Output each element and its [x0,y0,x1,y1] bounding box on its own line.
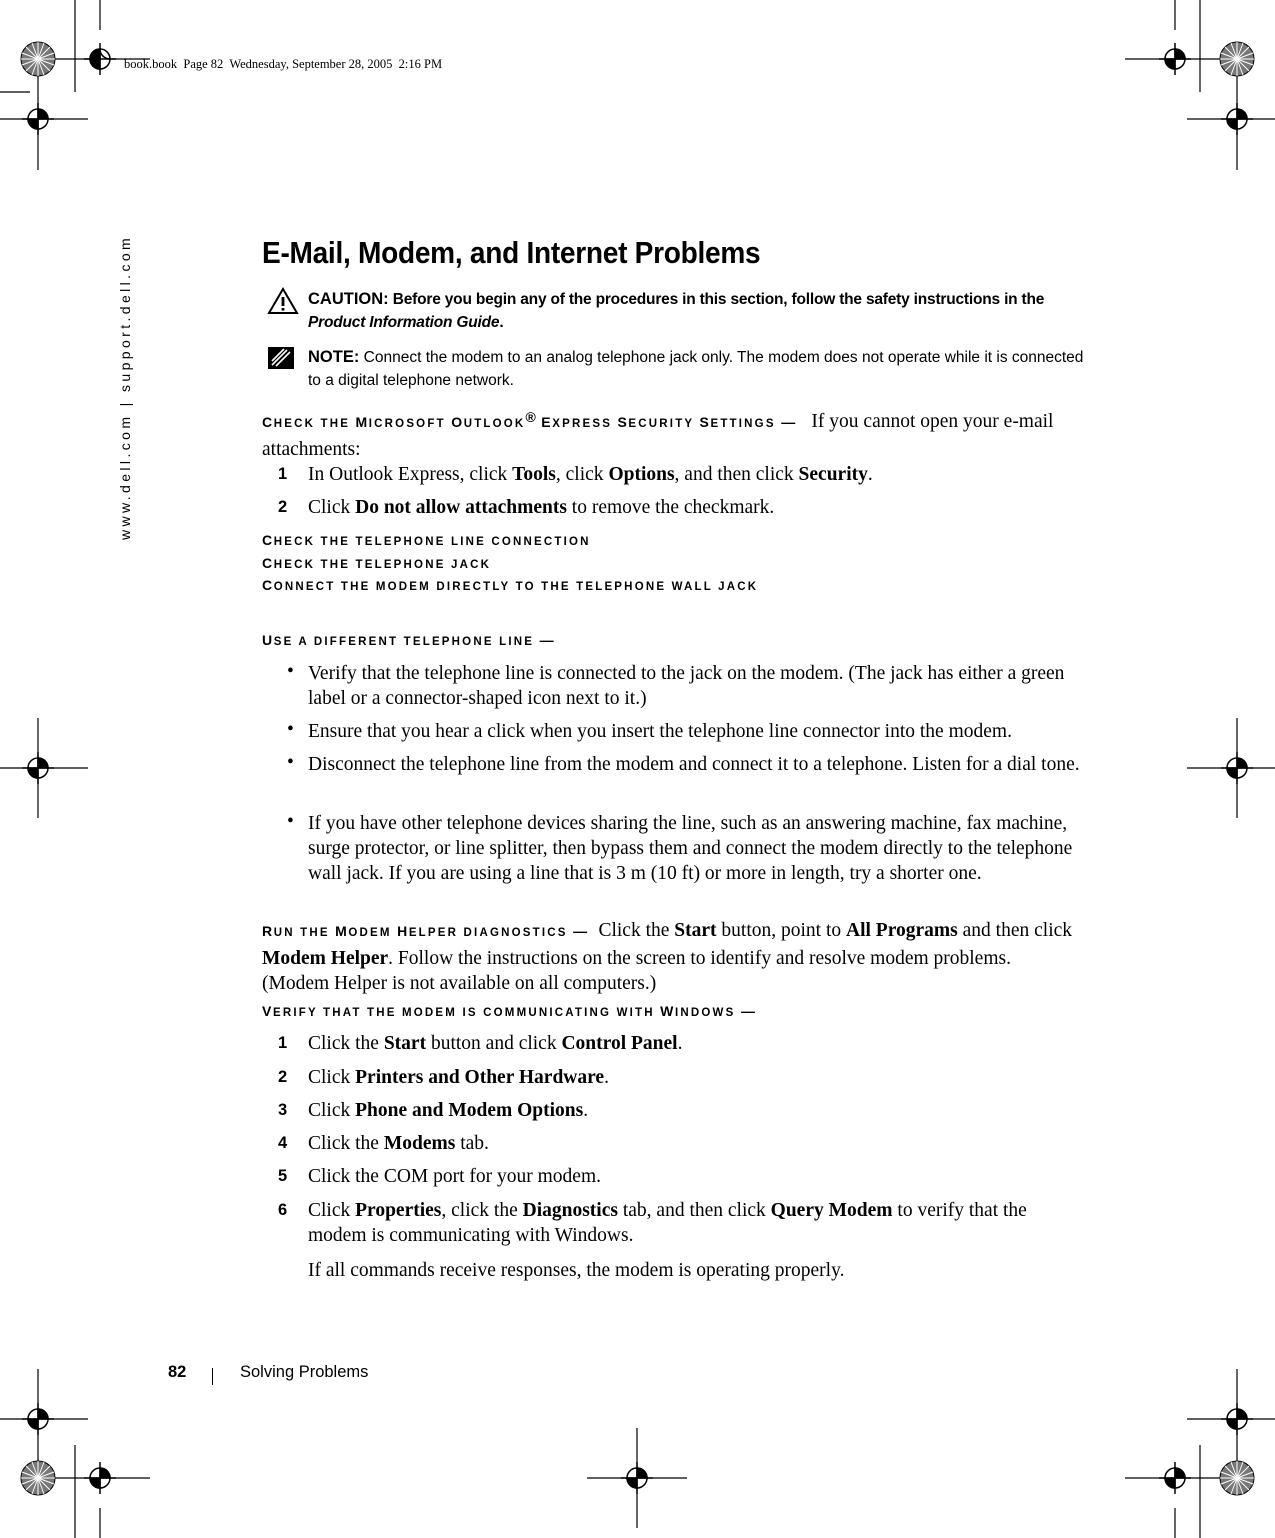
bullet-item-2: Ensure that you hear a click when you insert the telephone line connector into the modem. [308,721,1012,742]
step-number: 2 [278,498,288,516]
footer-section: Solving Problems [240,1363,369,1381]
outlook-heading: CHECK THE MICROSOFT OUTLOOK® EXPRESS SECURITY SETTINGS — [262,409,797,430]
bullet-item-3: Disconnect the telephone line from the modem and connect it to a telephone. Listen for a dial tone. [308,754,1080,775]
bullet: • [287,661,294,682]
heading-check-jack: CHECK THE TELEPHONE JACK [262,555,492,571]
print-slug: book.book Page 82 Wednesday, September 28, 2005 2:16 PM [124,57,443,71]
bullet: • [287,752,294,773]
heading-check-line-connection: CHECK THE TELEPHONE LINE CONNECTION [262,532,591,548]
side-url: www.dell.com | support.dell.com [117,234,133,540]
caution-icon [267,287,299,315]
guide-title: Product Information Guide [308,314,500,331]
note-notice [308,346,1093,392]
caution-label: CAUTION: [308,290,389,308]
step-number: 2 [278,1068,288,1086]
modem-helper-section: RUN THE MODEM HELPER DIAGNOSTICS — Click the Start button, point to All Programs and then click Modem Helper. Follow the instructions on the screen to identify and resolve modem problems. (Modem Helper is not available on all computers.) [262,920,1073,994]
heading-connect-wall-jack: CONNECT THE MODEM DIRECTLY TO THE TELEPHONE WALL JACK [262,577,759,593]
modem-helper-heading: RUN THE MODEM HELPER DIAGNOSTICS — [262,923,589,939]
verify-step-4: Click the Modems tab. [308,1133,489,1154]
outlook-step-2: Click Do not allow attachments to remove the checkmark. [308,497,775,518]
bullet-item-4: If you have other telephone devices sharing the line, such as an answering machine, fax machine, surge protector, or line splitter, then bypass them and connect the modem directly to the telephone wall jack. If you are using a line that is 3 m (10 ft) or more in length, try a shorter one. [308,813,1073,884]
step-number: 4 [278,1134,288,1152]
note-pencil-icon [267,345,297,371]
heading-different-line: USE A DIFFERENT TELEPHONE LINE — [262,632,556,648]
page-number: 82 [168,1363,187,1381]
note-label: NOTE: [308,348,360,366]
outlook-step-1: In Outlook Express, click Tools, click Options, and then click Security. [308,464,873,485]
verify-step-2: Click Printers and Other Hardware. [308,1067,609,1088]
step-number: 6 [278,1201,288,1219]
verify-result: If all commands receive responses, the modem is operating properly. [308,1260,845,1281]
outlook-section [262,405,1082,462]
outlook-lead: If you cannot open your e-mail attachments: [262,410,1054,460]
step-number: 1 [278,465,288,483]
caution-notice: CAUTION: Before you begin any of the procedures in this section, follow the safety instructions in the Product Information Guide. [308,290,1045,331]
verify-step-6: Click Properties, click the Diagnostics tab, and then click Query Modem to verify that the modem is communicating with Windows. [308,1200,1027,1246]
bullet: • [287,811,294,832]
step-number: 1 [278,1034,288,1052]
page-title: E-Mail, Modem, and Internet Problems [262,236,761,270]
step-number: 3 [278,1101,288,1119]
verify-step-3: Click Phone and Modem Options. [308,1100,589,1121]
bullet: • [287,719,294,740]
step-number: 5 [278,1167,288,1185]
bullet-item-1: Verify that the telephone line is connected to the jack on the modem. (The jack has either a green label or a connector-shaped icon next to it.) [308,663,1065,709]
note-text: Connect the modem to an analog telephone jack only. The modem does not operate while it is connected to a digital telephone network. [308,349,1084,389]
caution-text: Before you begin any of the procedures in this section, follow the safety instructions in the [388,291,1045,308]
heading-verify-modem: VERIFY THAT THE MODEM IS COMMUNICATING WITH WINDOWS — [262,1003,757,1019]
verify-step-5: Click the COM port for your modem. [308,1166,602,1187]
footer-divider [212,1368,213,1385]
verify-step-1: Click the Start button and click Control Panel. [308,1033,683,1054]
